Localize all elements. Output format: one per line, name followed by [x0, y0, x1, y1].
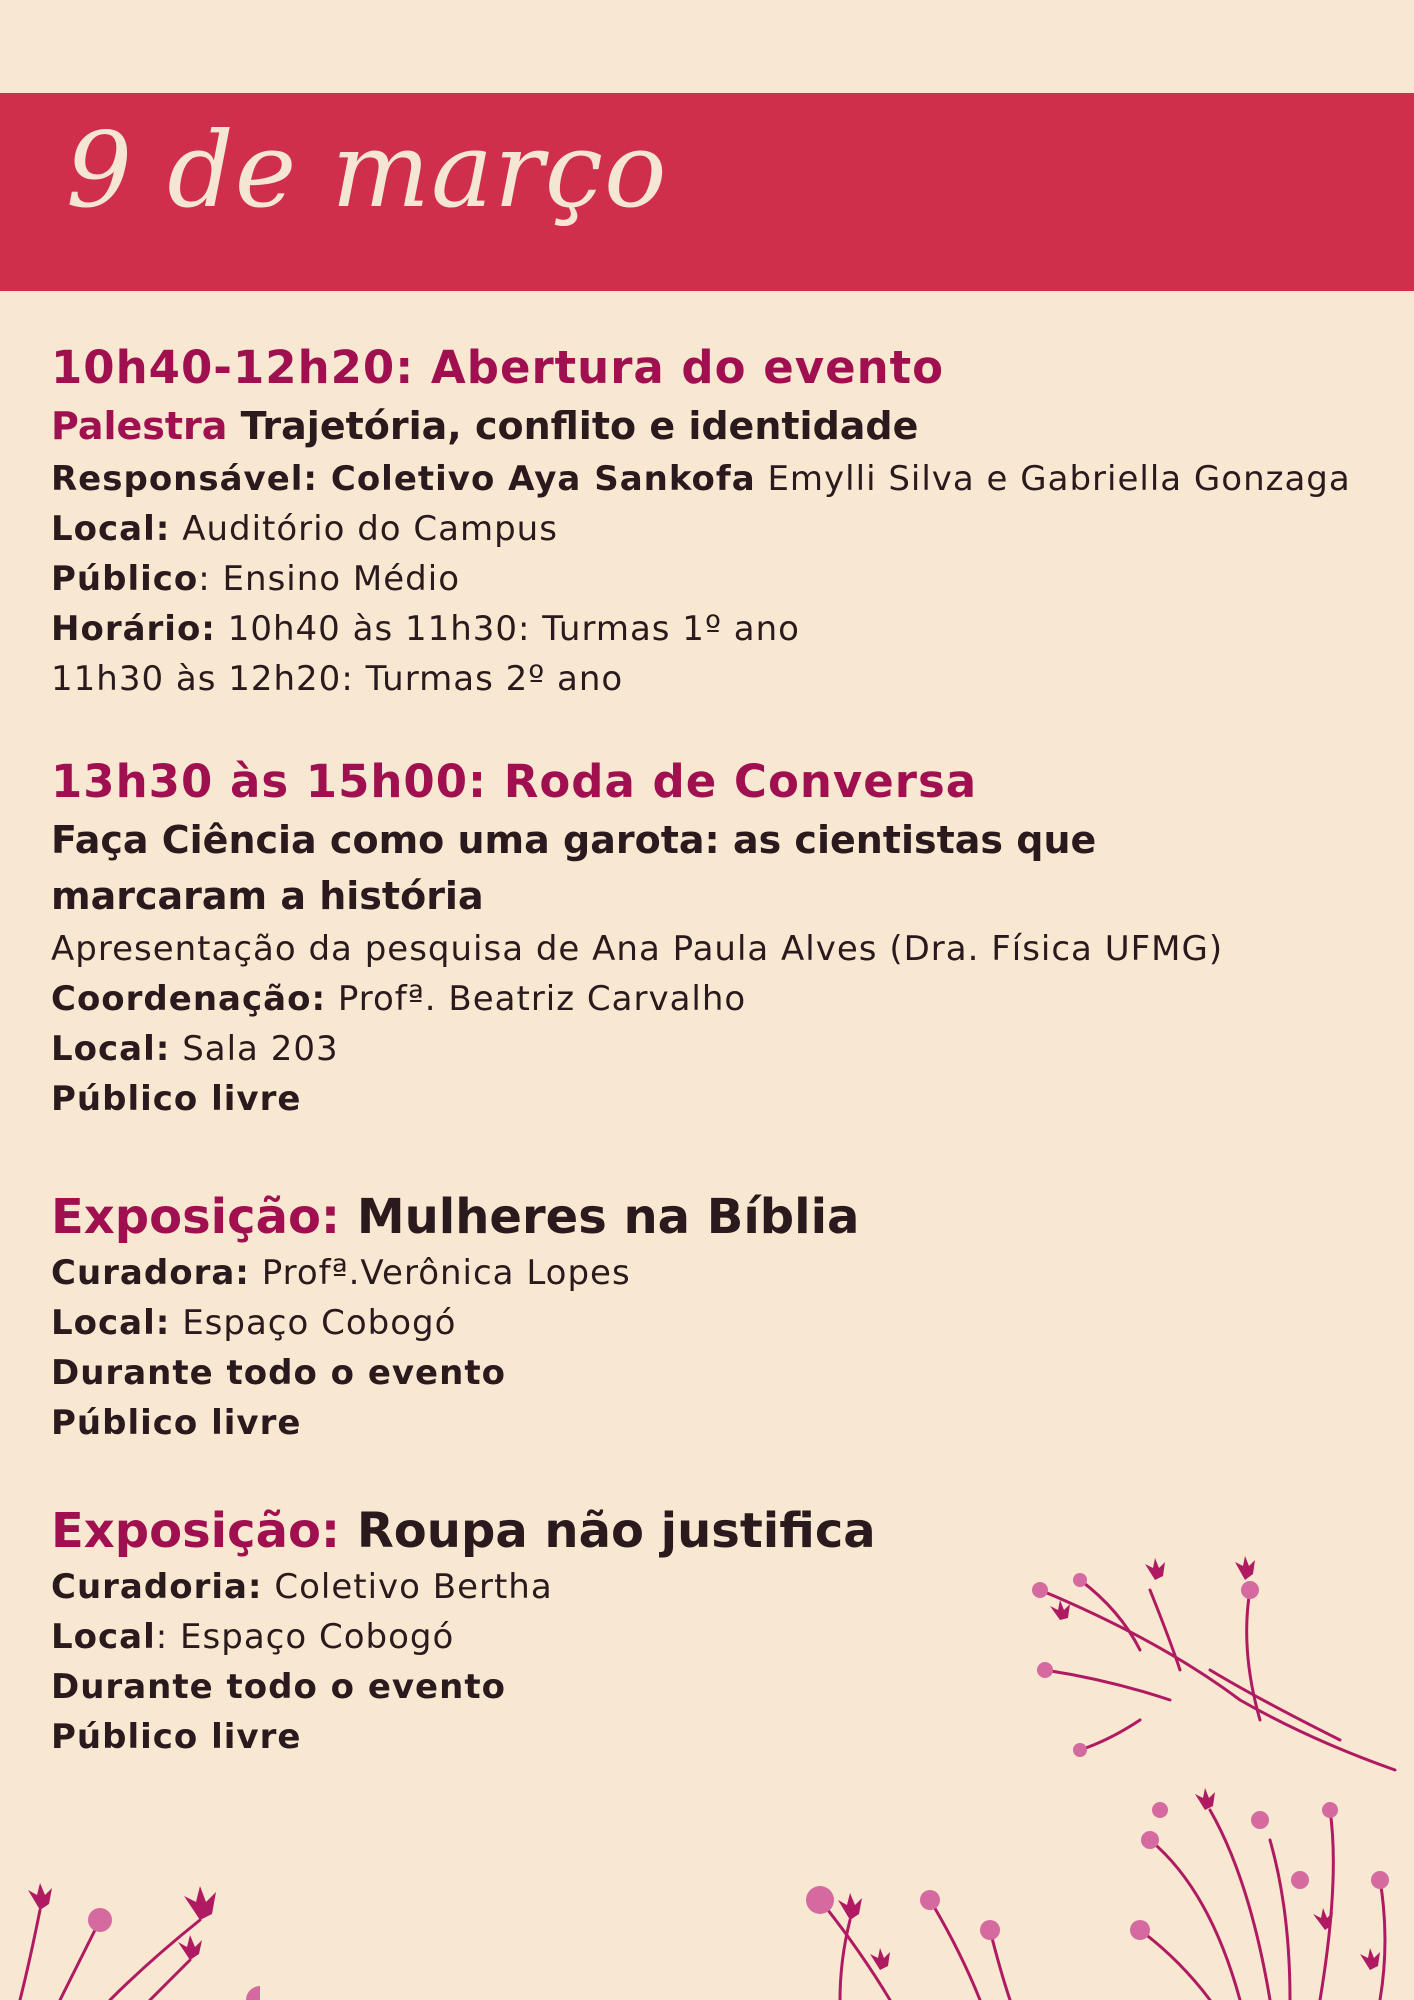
responsible-value: Emylli Silva e Gabriella Gonzaga — [767, 459, 1351, 499]
location-line — [51, 1298, 1351, 1348]
exhibition-label: Exposição: — [51, 1189, 341, 1245]
schedule-value: 10h40 às 11h30: Turmas 1º ano — [227, 609, 800, 649]
location-value: : Espaço Cobogó — [155, 1617, 455, 1657]
event-heading: 10h40-12h20: Abertura do evento — [51, 341, 945, 394]
audience-value: : Ensino Médio — [198, 559, 460, 599]
exhibition-title: Roupa não justifica — [356, 1503, 876, 1559]
talk-title: Trajetória, conflito e identidade — [240, 404, 919, 448]
schedule-line-2: 11h30 às 12h20: Turmas 2º ano — [51, 659, 624, 699]
event-opening — [51, 338, 1351, 704]
coordination-label: Coordenação: — [51, 979, 327, 1019]
exhibition-label: Exposição: — [51, 1503, 341, 1559]
event-title — [51, 398, 1351, 454]
location-value: Auditório do Campus — [182, 509, 558, 549]
curation-value: Coletivo Bertha — [274, 1567, 553, 1607]
schedule-label: Horário: — [51, 609, 216, 649]
schedule-line — [51, 604, 1351, 654]
duration-line: Durante todo o evento — [51, 1667, 506, 1707]
event-type: Palestra — [51, 404, 228, 448]
page-title: 9 de março — [66, 109, 668, 231]
location-line — [51, 1024, 1351, 1074]
audience-line: Público livre — [51, 1717, 302, 1757]
location-value: Espaço Cobogó — [182, 1303, 457, 1343]
audience-line — [51, 554, 1351, 604]
exhibition-heading — [51, 1186, 1351, 1248]
curator-label: Curadora: — [51, 1253, 250, 1293]
curator-line — [51, 1248, 1351, 1298]
exhibition-title: Mulheres na Bíblia — [356, 1189, 860, 1245]
coordination-line — [51, 974, 1351, 1024]
audience-line: Público livre — [51, 1403, 302, 1443]
responsible-label: Responsável: Coletivo Aya Sankofa — [51, 459, 756, 499]
event-round-table — [51, 752, 1351, 1124]
location-label: Local — [51, 1617, 156, 1657]
location-value: Sala 203 — [182, 1029, 339, 1069]
schedule — [51, 338, 1351, 1762]
location-label: Local: — [51, 509, 171, 549]
event-heading: 13h30 às 15h00: Roda de Conversa — [51, 755, 978, 808]
duration-line: Durante todo o evento — [51, 1353, 506, 1393]
event-title-line-2: marcaram a história — [51, 874, 484, 918]
audience-label: Público — [51, 559, 199, 599]
curator-value: Profª.Verônica Lopes — [261, 1253, 631, 1293]
event-description: Apresentação da pesquisa de Ana Paula Alves (Dra. Física UFMG) — [51, 929, 1224, 969]
curation-label: Curadoria: — [51, 1567, 263, 1607]
location-label: Local: — [51, 1303, 171, 1343]
exhibition-bible — [51, 1186, 1351, 1448]
audience-line: Público livre — [51, 1079, 302, 1119]
responsible-line — [51, 454, 1351, 504]
floral-bottom-left-icon — [0, 1860, 260, 2000]
floral-branch-right-icon — [1010, 1550, 1414, 2000]
event-title-line-1: Faça Ciência como uma garota: as cientistas que — [51, 818, 1097, 862]
coordination-value: Profª. Beatriz Carvalho — [337, 979, 747, 1019]
location-line — [51, 504, 1351, 554]
floral-bottom-center-icon — [780, 1860, 1040, 2000]
location-label: Local: — [51, 1029, 171, 1069]
